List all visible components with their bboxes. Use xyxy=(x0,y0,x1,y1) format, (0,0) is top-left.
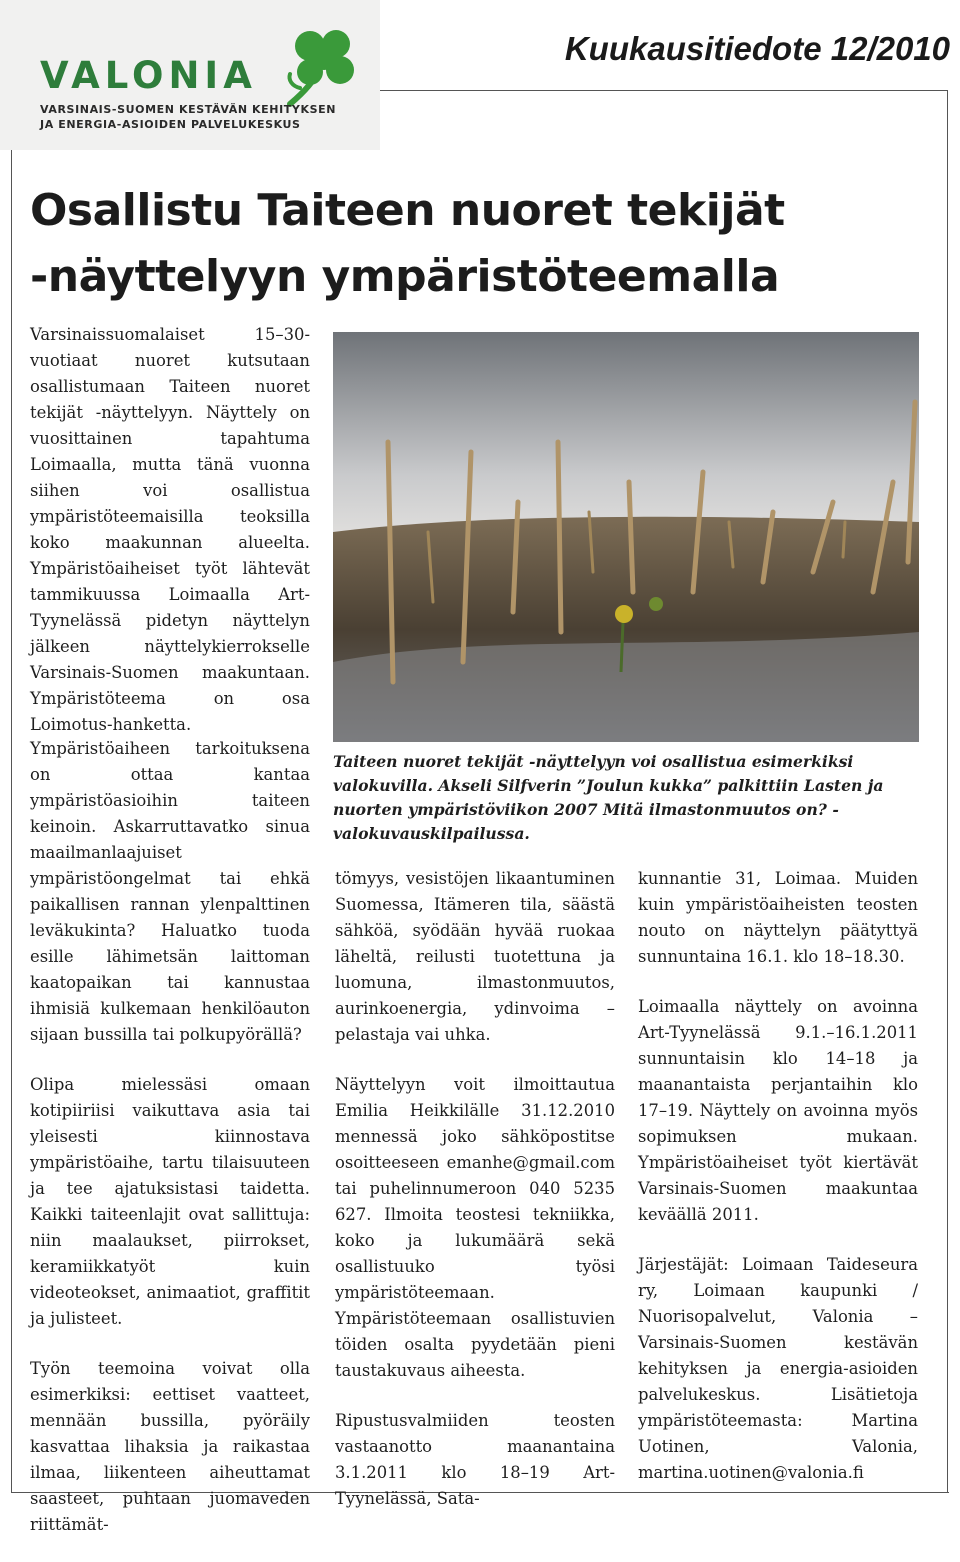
frame-left-rule xyxy=(11,150,12,1493)
photo-caption: Taiteen nuoret tekijät -näyttelyyn voi osallistua esimerkiksi valokuvilla. Akseli Silfverin ”Joulun kukka” palkittiin Lasten ja nuorten ympäristöviikon 2007 Mitä ilmastonmuutos on? -valokuvauskilpailussa. xyxy=(333,752,884,843)
paragraph-intro: Varsinaissuomalaiset 15–30-vuotiaat nuoret kutsutaan osallistumaan Taiteen nuoret tekijät -näyttelyyn. Näyttely on vuosittainen tapahtuma Loimaalla, mutta tänä vuonna siihen voi osallistua ympäristöteemaisilla teoksilla koko maakunnan alueelta. Ympäristöaiheiset työt lähtevät tammikuussa Loimaalla Art-Tyynelässä pidetyn näyttelyn jälkeen näyttelykierrokselle Varsinais-Suomen maakuntaan. Ympäristöteema on osa Loimotus-hanketta. xyxy=(30,325,310,734)
column-2 xyxy=(335,866,615,1536)
paragraph-pickup: kunnantie 31, Loimaa. Muiden kuin ympäristöaiheisten teosten nouto on näyttelyn päätyttyä sunnuntaina 16.1. klo 18–18.30. xyxy=(638,869,918,966)
paragraph-organizers: Järjestäjät: Loimaan Taideseura ry, Loimaan kaupunki / Nuorisopalvelut, Valonia – Varsinais-Suomen kestävän kehityksen ja energia-asioiden palvelukeskus. Lisätietoja ympäristöteemasta: Martina Uotinen, Valonia, martina.uotinen@valonia.fi xyxy=(638,1255,918,1482)
logo-wordmark: VALONIA xyxy=(40,54,257,97)
paragraph-purpose: Ympäristöaiheen tarkoituksena on ottaa kantaa ympäristöasioihin taiteen keinoin. Askarruttavatko sinua maailmanlaajuiset ympäristöongelmat tai ehkä paikallisen rannan ylenpalttinen leväkukinta? Haluatko tuoda esille lähimetsän laittoman kaatopaikan tai kannustaa ihmisiä kulkemaan henkilöauton sijaan bussilla tai polkupyörällä? xyxy=(30,739,310,1044)
headline-line-1: Osallistu Taiteen nuoret tekijät xyxy=(30,185,785,236)
paragraph-registration: Näyttelyyn voit ilmoittautua Emilia Heikkilälle 31.12.2010 mennessä joko sähköpostitse osoitteeseen emanhe@gmail.com tai puhelinnumeroon 040 5235 627. Ilmoita teostesi tekniikka, koko ja lukumäärä sekä osallistuuko työsi ympäristöteemaan. Ympäristöteemaan osallistuvien töiden osalta pyydetään pieni taustakuvaus aiheesta. xyxy=(335,1075,615,1380)
logo-subtitle-line-1: VARSINAIS-SUOMEN KESTÄVÄN KEHITYKSEN xyxy=(40,103,337,116)
paragraph-art-forms: Olipa mielessäsi omaan kotipiiriisi vaikuttava asia tai yleisesti kiinnostava ympäristöaihe, tartu tilaisuuteen ja tee ajatuksistasi taidetta. Kaikki taiteenlajit ovat sallittuja: niin maalaukset, piirrokset, keramiikkatyöt kuin videoteokset, animaatiot, graffitit ja julisteet. xyxy=(30,1075,310,1328)
newsletter-issue: Kuukausitiedote 12/2010 xyxy=(564,30,950,67)
paragraph-themes: Työn teemoina voivat olla esimerkiksi: eettiset vaatteet, mennään bussilla, pyöräily kasvattaa lihaksia ja raikastaa ilmaa, liikenteen aiheuttamat saasteet, puhtaan juomaveden riittämät- xyxy=(30,1359,310,1534)
headline-line-2: -näyttelyyn ympäristöteemalla xyxy=(30,251,780,302)
logo-subtitle-line-2: JA ENERGIA-ASIOIDEN PALVELUKESKUS xyxy=(40,118,301,131)
paragraph-delivery: Ripustusvalmiiden teosten vastaanotto maanantaina 3.1.2011 klo 18–19 Art-Tyynelässä, Sata- xyxy=(335,1411,615,1508)
paragraph-opening-hours: Loimaalla näyttely on avoinna Art-Tyynelässä 9.1.–16.1.2011 sunnuntaisin klo 14–18 ja maanantaista perjantaihin klo 17–19. Näyttely on avoinna myös sopimuksen mukaan. Ympäristöaiheiset työt kiertävät Varsinais-Suomen maakuntaa keväällä 2011. xyxy=(638,997,918,1224)
column-1-bottom xyxy=(30,736,310,1562)
article-headline xyxy=(30,178,930,310)
column-3 xyxy=(638,866,918,1510)
paragraph-themes-continued: tömyys, vesistöjen likaantuminen Suomessa, Itämeren tila, säästä sähköä, syödään hyvää ruokaa läheltä, reilusti tuotettuna ja luomuna, ilmastonmuutos, aurinkoenergia, ydinvoima – pelastaja vai uhka. xyxy=(335,869,615,1044)
article-photo xyxy=(333,332,919,742)
column-1-top xyxy=(30,322,310,762)
